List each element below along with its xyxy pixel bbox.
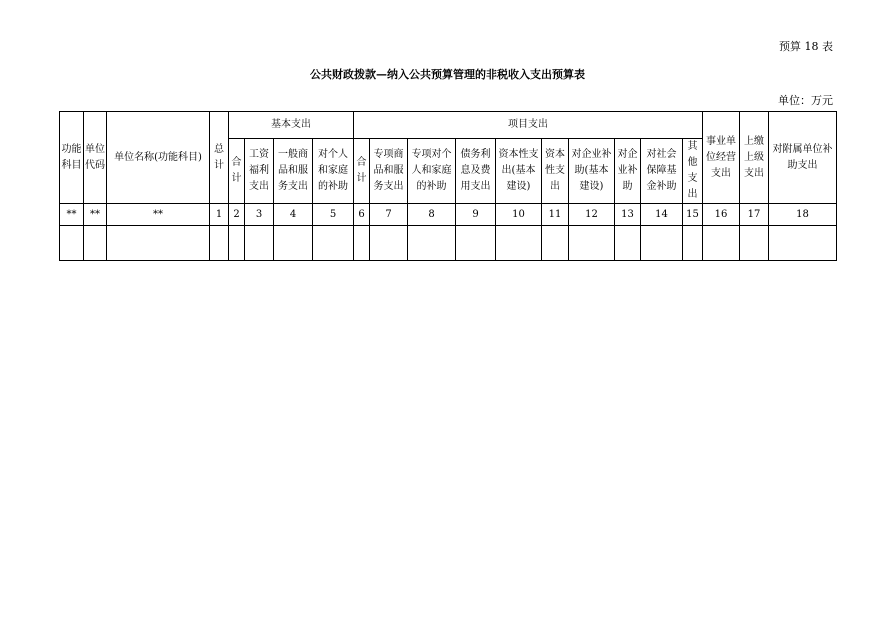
table-row (60, 226, 837, 261)
table-cell (569, 226, 615, 261)
header-subsidy-to-affiliates: 对附属单位补助支出 (769, 112, 837, 204)
table-cell: 10 (496, 204, 542, 226)
table-cell: 3 (245, 204, 274, 226)
header-capital-infrastructure: 资本性支出(基本建设) (496, 139, 542, 204)
table-cell: 12 (569, 204, 615, 226)
header-other-expenditure: 其他支出 (683, 139, 703, 204)
table-cell (274, 226, 313, 261)
table-cell: 5 (313, 204, 354, 226)
table-cell: ** (84, 204, 107, 226)
header-enterprise-subsidy-infrastructure: 对企业补助(基本建设) (569, 139, 615, 204)
table-cell: 9 (456, 204, 496, 226)
header-goods-services: 一般商品和服务支出 (274, 139, 313, 204)
header-basic-expenditure: 基本支出 (229, 112, 354, 139)
header-project-expenditure: 项目支出 (354, 112, 703, 139)
table-cell: 13 (615, 204, 641, 226)
header-special-goods-services: 专项商品和服务支出 (370, 139, 408, 204)
header-public-institution-operating: 事业单位经营支出 (703, 112, 740, 204)
table-cell (313, 226, 354, 261)
table-cell (615, 226, 641, 261)
table-cell (456, 226, 496, 261)
table-cell (210, 226, 229, 261)
header-unit-code: 单位代码 (84, 112, 107, 204)
table-cell: 7 (370, 204, 408, 226)
table-cell (408, 226, 456, 261)
header-wages-welfare: 工资福利支出 (245, 139, 274, 204)
header-special-household-subsidy: 专项对个人和家庭的补助 (408, 139, 456, 204)
table-cell: 2 (229, 204, 245, 226)
header-enterprise-subsidy: 对企业补助 (615, 139, 641, 204)
table-cell: 15 (683, 204, 703, 226)
table-cell (703, 226, 740, 261)
table-cell: 4 (274, 204, 313, 226)
table-cell: 14 (641, 204, 683, 226)
table-cell (641, 226, 683, 261)
header-unit-name: 单位名称(功能科目) (107, 112, 210, 204)
table-cell: 8 (408, 204, 456, 226)
table-cell: ** (60, 204, 84, 226)
table-cell (60, 226, 84, 261)
header-social-security-fund: 对社会保障基金补助 (641, 139, 683, 204)
table-cell: 11 (542, 204, 569, 226)
form-number: 预算 18 表 (779, 40, 833, 53)
table-cell (245, 226, 274, 261)
table-cell (229, 226, 245, 261)
header-basic-subtotal: 合计 (229, 139, 245, 204)
table-cell: ** (107, 204, 210, 226)
table-cell (683, 226, 703, 261)
table-title: 公共财政拨款—纳入公共预算管理的非税收入支出预算表 (310, 68, 585, 81)
header-project-subtotal: 合计 (354, 139, 370, 204)
table-cell: 1 (210, 204, 229, 226)
header-grand-total: 总计 (210, 112, 229, 204)
table-cell (84, 226, 107, 261)
table-cell (542, 226, 569, 261)
table-cell (370, 226, 408, 261)
table-cell: 16 (703, 204, 740, 226)
table-cell (354, 226, 370, 261)
header-capital-expenditure: 资本性支出 (542, 139, 569, 204)
table-cell (769, 226, 837, 261)
table-cell: 17 (740, 204, 769, 226)
header-function-subject: 功能科目 (60, 112, 84, 204)
table-cell (107, 226, 210, 261)
unit-label: 单位：万元 (778, 94, 833, 107)
table-cell (496, 226, 542, 261)
header-remit-to-superior: 上缴上级支出 (740, 112, 769, 204)
table-cell: 18 (769, 204, 837, 226)
budget-table (59, 111, 837, 261)
table-cell: 6 (354, 204, 370, 226)
table-cell (740, 226, 769, 261)
header-debt-interest: 债务利息及费用支出 (456, 139, 496, 204)
table-row (60, 204, 837, 226)
header-household-subsidy: 对个人和家庭的补助 (313, 139, 354, 204)
